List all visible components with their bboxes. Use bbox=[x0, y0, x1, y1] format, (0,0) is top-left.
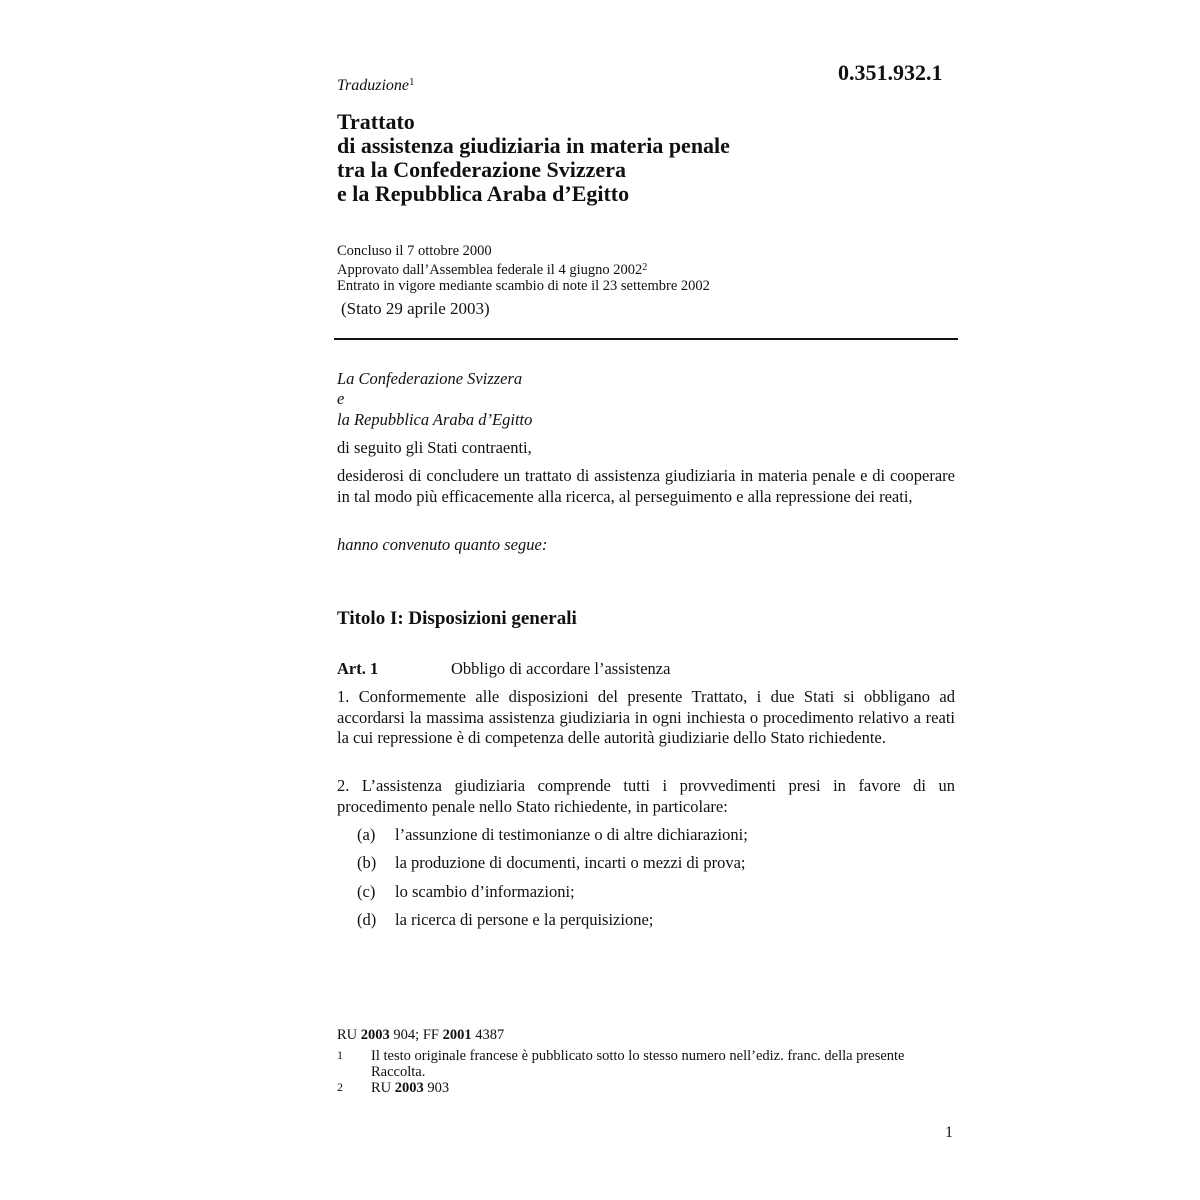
publication-reference bbox=[337, 1027, 504, 1044]
preamble-conjunction: e bbox=[337, 389, 345, 408]
ff-year: 2001 bbox=[442, 1027, 472, 1043]
list-item-b: la produzione di documenti, incarti o mezzi di prova; bbox=[395, 853, 746, 872]
article-paragraph-2: 2. L’assistenza giudiziaria comprende tutti i provvedimenti presi in favore di un procedimento penale nello Stato richiedente, in particolare: bbox=[337, 776, 955, 816]
preamble-agreed: hanno convenuto quanto segue: bbox=[337, 535, 548, 554]
footnote-ref-2[interactable]: 2 bbox=[642, 261, 648, 273]
ru-prefix: RU bbox=[337, 1027, 358, 1043]
approved-date bbox=[337, 260, 710, 279]
footnote-ref-1[interactable]: 1 bbox=[409, 76, 415, 88]
list-item-d: la ricerca di persone e la perquisizione; bbox=[395, 910, 654, 929]
fn2-ru-page: 903 bbox=[427, 1080, 450, 1096]
translation-label bbox=[337, 76, 415, 95]
header-divider bbox=[334, 338, 958, 340]
preamble-party-1: La Confederazione Svizzera bbox=[337, 369, 523, 388]
article-heading: Obbligo di accordare l’assistenza bbox=[451, 659, 671, 678]
document-title bbox=[337, 110, 730, 206]
title-line-3: tra la Confederazione Svizzera bbox=[337, 157, 626, 182]
title-line-4: e la Repubblica Araba d’Egitto bbox=[337, 181, 630, 206]
list-item-a: l’assunzione di testimonianze o di altre dichiarazioni; bbox=[395, 825, 748, 844]
sr-number: 0.351.932.1 bbox=[838, 60, 943, 85]
ff-prefix: FF bbox=[422, 1027, 439, 1043]
list-item-c: lo scambio d’informazioni; bbox=[395, 882, 575, 901]
ru-year: 2003 bbox=[360, 1027, 390, 1043]
ru-page: 904; bbox=[393, 1027, 420, 1043]
preamble-hereinafter: di seguito gli Stati contraenti, bbox=[337, 438, 532, 457]
title-line-1: Trattato bbox=[337, 109, 415, 134]
article-paragraph-1: 1. Conformemente alle disposizioni del presente Trattato, i due Stati si obbligano ad accordarsi la massima assistenza giudiziaria in ogni inchiesta o procedimento relativo a reati la cui repressione è di competenza delle autorità giudiziarie dello Stato richiedente. bbox=[337, 687, 955, 747]
entry-into-force: Entrato in vigore mediante scambio di note il 23 settembre 2002 bbox=[337, 278, 710, 294]
footnote-text-2 bbox=[371, 1080, 931, 1096]
document-meta bbox=[337, 243, 710, 295]
concluded-date: Concluso il 7 ottobre 2000 bbox=[337, 243, 492, 259]
approved-date-text: Approvato dall’Assemblea federale il 4 giugno 2002 bbox=[337, 261, 643, 278]
translation-label-text: Traduzione bbox=[337, 77, 410, 94]
article-number: Art. 1 bbox=[337, 659, 379, 678]
fn2-ru-prefix: RU bbox=[371, 1080, 392, 1096]
footnote-text-1: Il testo originale francese è pubblicato sotto lo stesso numero nell’ediz. franc. della presente Raccolta. bbox=[371, 1048, 905, 1080]
fn2-ru-year: 2003 bbox=[394, 1080, 424, 1096]
preamble-desire: desiderosi di concludere un trattato di assistenza giudiziaria in materia penale e di cooperare in tal modo più efficacemente alla ricerca, al perseguimento e alla repressione dei reati, bbox=[337, 466, 955, 506]
list-marker-c: (c) bbox=[357, 882, 376, 901]
ff-page: 4387 bbox=[475, 1027, 505, 1043]
list-marker-a: (a) bbox=[357, 825, 376, 844]
footnote-number-2: 2 bbox=[337, 1080, 343, 1094]
footnote-number-1: 1 bbox=[337, 1048, 343, 1062]
section-heading: Titolo I: Disposizioni generali bbox=[337, 608, 577, 629]
list-marker-b: (b) bbox=[357, 853, 377, 872]
preamble-party-2: la Repubblica Araba d’Egitto bbox=[337, 410, 533, 429]
page-number: 1 bbox=[945, 1124, 953, 1141]
list-marker-d: (d) bbox=[357, 910, 377, 929]
status-date: (Stato 29 aprile 2003) bbox=[341, 299, 490, 318]
title-line-2: di assistenza giudiziaria in materia penale bbox=[337, 133, 730, 158]
